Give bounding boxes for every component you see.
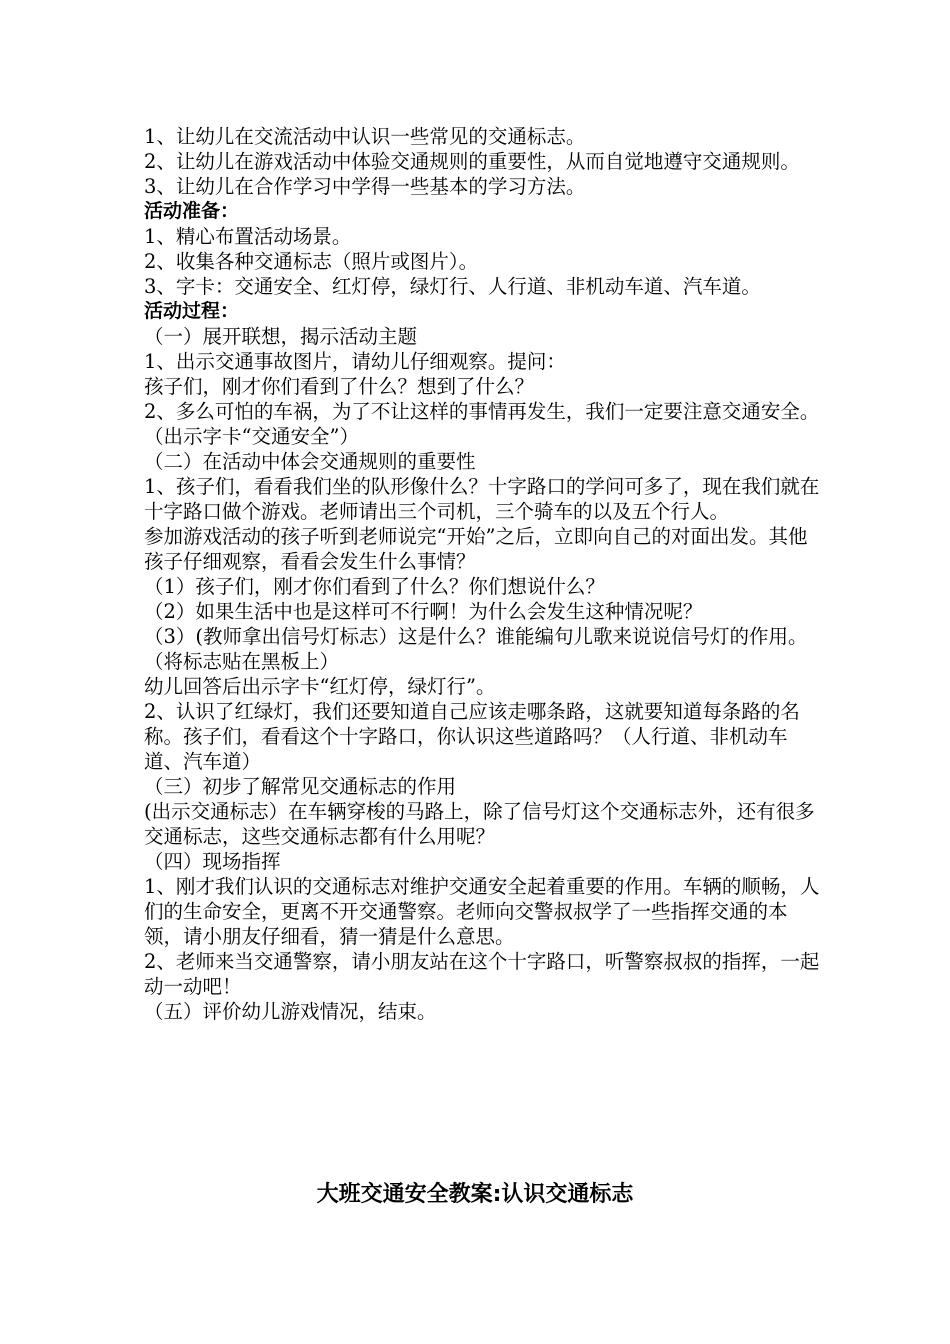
process-section-3: （三）初步了解常见交通标志的作用 (144, 775, 457, 798)
process-question: （1）孩子们，刚才你们看到了什么？你们想说什么？ (144, 575, 605, 598)
objective-2: 2、让幼儿在游戏活动中体验交通规则的重要性，从而自觉地遵守交通规则。 (144, 150, 800, 173)
process-section-5: （五）评价幼儿游戏情况，结束。 (144, 1000, 437, 1023)
process-step: 1、孩子们，看看我们坐的队形像什么？十字路口的学问可多了，现在我们就在十字路口做个游戏。老师请出三个司机，三个骑车的以及五个行人。 (144, 475, 820, 523)
process-step: 2、老师来当交通警察，请小朋友站在这个十字路口，听警察叔叔的指挥，一起动一动吧！ (144, 950, 820, 998)
process-section-1: （一）展开联想，揭示活动主题 (144, 325, 418, 348)
process-step: 1、刚才我们认识的交通标志对维护交通安全起着重要的作用。车辆的顺畅，人们的生命安全，更离不开交通警察。老师向交警叔叔学了一些指挥交通的本领，请小朋友仔细看，猜一猜是什么意思。 (144, 875, 820, 948)
process-step: 1、出示交通事故图片，请幼儿仔细观察。提问： (144, 350, 566, 373)
process-step: 参加游戏活动的孩子听到老师说完“开始”之后，立即向自己的对面出发。其他孩子仔细观察，看看会发生什么事情？ (144, 525, 808, 573)
prep-3: 3、字卡：交通安全、红灯停，绿灯行、人行道、非机动车道、汽车道。 (144, 275, 761, 298)
process-step: 幼儿回答后出示字卡“红灯停，绿灯行”。 (144, 675, 496, 698)
process-question: （3）(教师拿出信号灯标志）这是什么？谁能编句儿歌来说说信号灯的作用。（将标志贴在黑板上） (144, 625, 808, 673)
process-step: 2、多么可怕的车祸，为了不让这样的事情再发生，我们一定要注意交通安全。（出示字卡“交通安全”） (144, 400, 820, 448)
process-step: (出示交通标志）在车辆穿梭的马路上，除了信号灯这个交通标志外，还有很多交通标志，这些交通标志都有什么用呢？ (144, 800, 815, 848)
process-section-4: （四）现场指挥 (144, 850, 281, 873)
objective-1: 1、让幼儿在交流活动中认识一些常见的交通标志。 (144, 125, 586, 148)
document-body (144, 124, 824, 1024)
prep-1: 1、精心布置活动场景。 (144, 225, 352, 248)
document-title: 大班交通安全教案:认识交通标志 (316, 1182, 634, 1207)
process-section-2: （二）在活动中体会交通规则的重要性 (144, 450, 476, 473)
heading-preparation: 活动准备： (144, 200, 240, 222)
prep-2: 2、收集各种交通标志（照片或图片）。 (144, 250, 479, 273)
process-question: 孩子们，刚才你们看到了什么？想到了什么？ (144, 375, 535, 398)
objective-3: 3、让幼儿在合作学习中学得一些基本的学习方法。 (144, 175, 586, 198)
heading-process: 活动过程： (144, 300, 240, 322)
process-step: 2、认识了红绿灯，我们还要知道自己应该走哪条路，这就要知道每条路的名称。孩子们，看看这个十字路口，你认识这些道路吗？（人行道、非机动车道、汽车道） (144, 700, 800, 773)
process-question: （2）如果生活中也是这样可不行啊！为什么会发生这种情况呢？ (144, 600, 703, 623)
